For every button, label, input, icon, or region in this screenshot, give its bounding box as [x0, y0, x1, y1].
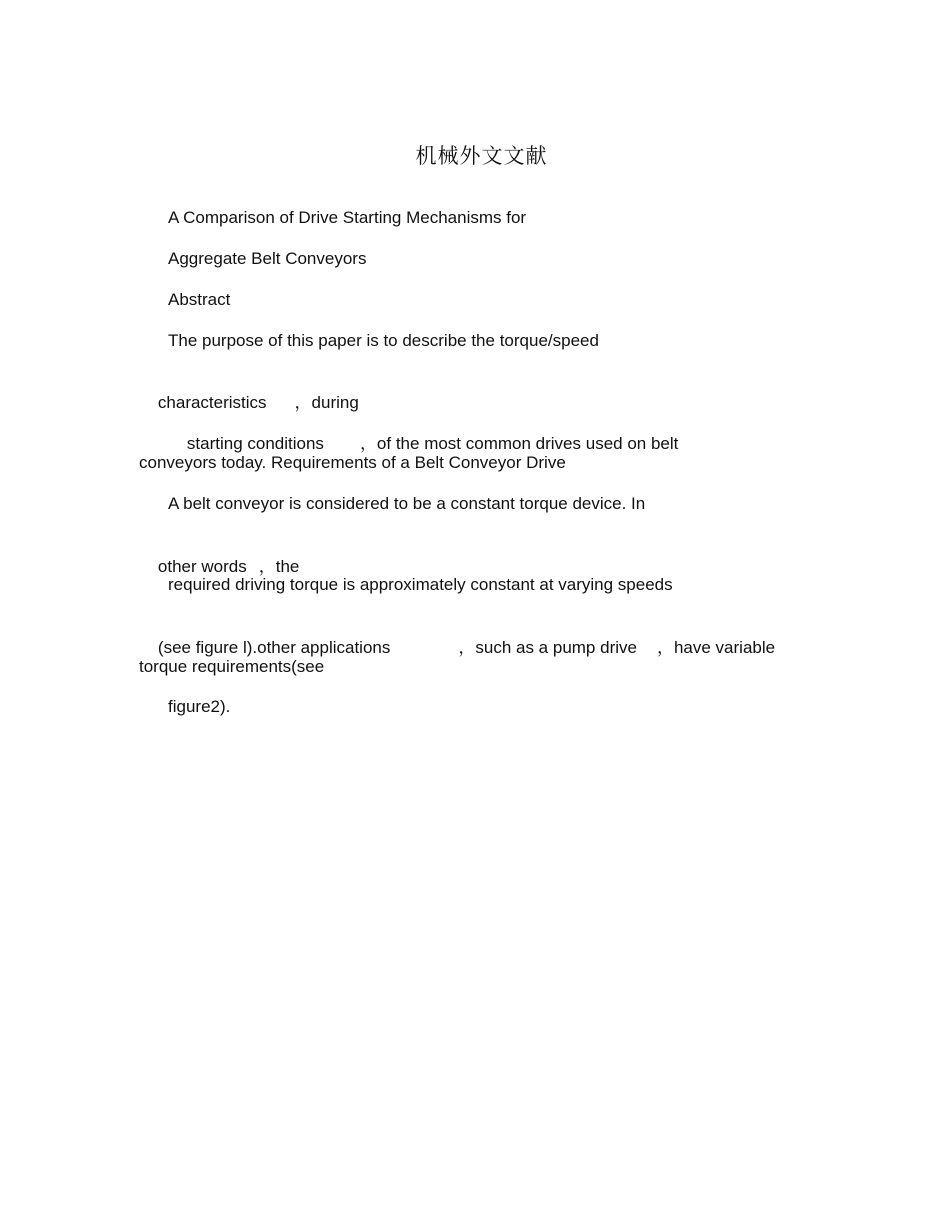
- paper-heading-line-2: Aggregate Belt Conveyors: [168, 249, 367, 268]
- body-line-6-part-b: ，the: [258, 557, 300, 576]
- body-line-9: torque requirements(see: [139, 657, 325, 676]
- document-title: 机械外文文献: [415, 144, 548, 168]
- body-line-5: A belt conveyor is considered to be a constant torque device. In: [168, 494, 646, 513]
- body-line-2-part-b: ，during: [294, 393, 359, 412]
- paper-heading-line-1: A Comparison of Drive Starting Mechanisms for: [168, 208, 527, 227]
- body-line-10: figure2).: [168, 697, 231, 716]
- body-line-2-part-a: characteristics: [157, 393, 267, 412]
- abstract-label: Abstract: [168, 290, 231, 309]
- body-line-8-part-b: ，such as a pump drive: [458, 638, 637, 657]
- body-line-1: The purpose of this paper is to describe the torque/speed: [168, 331, 599, 350]
- body-line-4: conveyors today. Requirements of a Belt Conveyor Drive: [139, 453, 566, 472]
- body-line-7: required driving torque is approximately constant at varying speeds: [168, 575, 673, 594]
- body-line-6-part-a: other words: [157, 557, 247, 576]
- body-line-8-part-c: ，have variable: [656, 638, 776, 657]
- body-line-3-part-a: starting conditions: [186, 434, 324, 453]
- body-line-3-part-b: ，of the most common drives used on belt: [359, 434, 679, 453]
- body-line-8-part-a: (see figure l).other applications: [157, 638, 391, 657]
